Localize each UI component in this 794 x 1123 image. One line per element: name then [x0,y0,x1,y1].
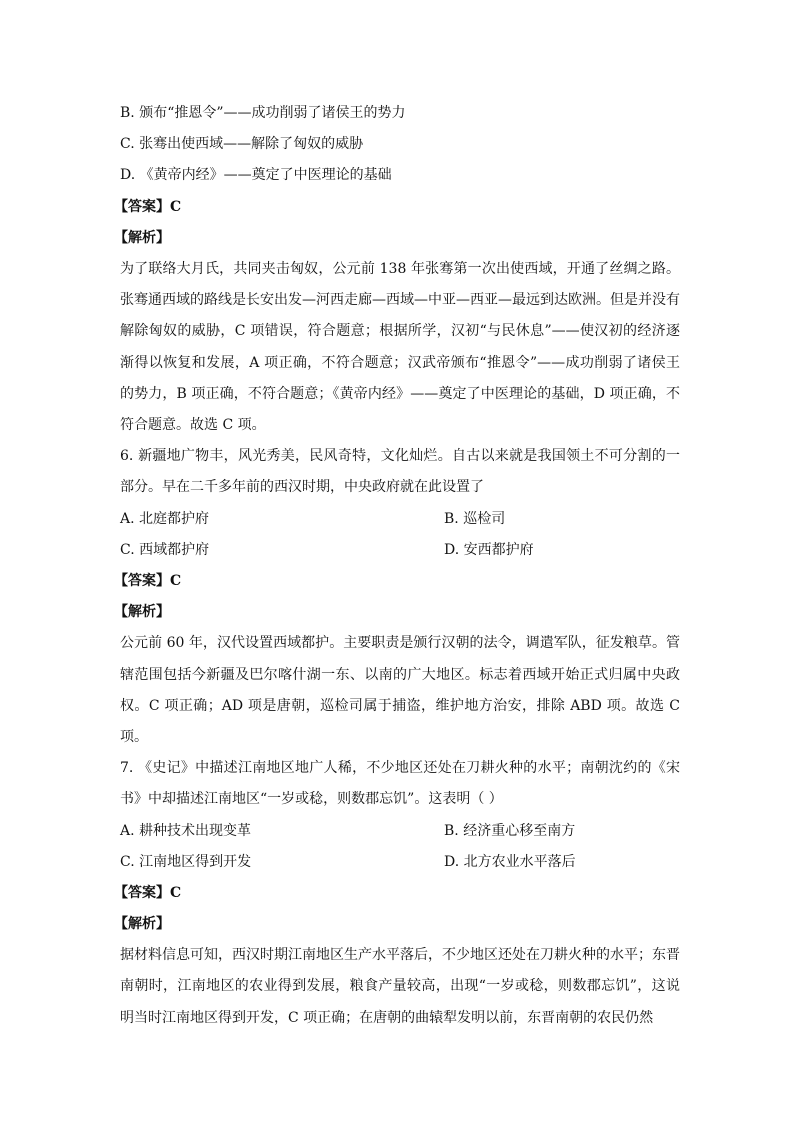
q7-options-row-2 [120,847,680,878]
q5-option-b: B. 颁布“推恩令”——成功削弱了诸侯王的势力 [120,105,406,121]
q7-option-b: B. 经济重心移至南方 [444,822,576,839]
q6-question-stem: 6. 新疆地广物丰，风光秀美，民风奇特，文化灿烂。自古以来就是我国领土不可分割的一部分。早在二千多年前的西汉时期，中央政府就在此设置了 [120,448,680,496]
q6-analysis-text: 公元前 60 年，汉代设置西域都护。主要职责是颁行汉朝的法令，调遣军队，征发粮草。管辖范围包括今新疆及巴尔喀什湖一东、以南的广大地区。标志着西域开始正式归属中央政权。C 项正确；AD 项是唐朝，巡检司属于捕盗，维护地方治安，排除 ABD 项。故选 C 项。 [120,635,680,745]
q5-option-d: D. 《黄帝内经》——奠定了中医理论的基础 [120,167,392,184]
q6-options-row-2 [120,535,680,566]
q5-analysis-label: 【解析】 [114,229,170,246]
q6-options-row-1 [120,504,680,535]
q7-options-row-1 [120,816,680,847]
q7-option-c: C. 江南地区得到开发 [120,853,252,870]
q7-answer: 【答案】C [114,884,182,901]
q5-analysis-text: 为了联络大月氏，共同夹击匈奴，公元前 138 年张骞第一次出使西域，开通了丝绸之路。张骞通西域的路线是长安出发—河西走廊—西域—中亚—西亚—最远到达欧洲。但是并没有解除匈奴的威胁，C 项错误，符合题意；根据所学，汉初“与民休息”——使汉初的经济逐渐得以恢复和发展，A 项正确，不符合题意；汉武帝颁布“推恩令”——成功削弱了诸侯王的势力，B 项正确，不符合题意；《黄帝内经》——奠定了中医理论的基础，D 项正确，不符合题意。故选 C 项。 [120,260,680,433]
q7-option-a: A. 耕种技术出现变革 [120,822,252,839]
q6-option-c: C. 西域都护府 [120,541,210,558]
q6-option-a: A. 北庭都护府 [120,510,210,527]
q6-analysis-label: 【解析】 [114,604,170,621]
document-page [114,98,680,1034]
q6-option-b: B. 巡检司 [444,510,506,527]
q7-question-stem: 7. 《史记》中描述江南地区地广人稀，不少地区还处在刀耕火种的水平；南朝沈约的《宋书》中却描述江南地区“一岁或稔，则数郡忘饥”。这表明（ ） [120,760,680,808]
q6-answer: 【答案】C [114,572,182,589]
q7-analysis-text: 据材料信息可知，西汉时期江南地区生产水平落后，不少地区还处在刀耕火种的水平；东晋南朝时，江南地区的农业得到发展，粮食产量较高，出现“一岁或稔，则数郡忘饥”，这说明当时江南地区得到开发，C 项正确；在唐朝的曲辕犁发明以前，东晋南朝的农民仍然 [120,947,680,1026]
q5-option-c: C. 张骞出使西域——解除了匈奴的威胁 [120,136,364,153]
q7-analysis-label: 【解析】 [114,916,170,933]
q6-option-d: D. 安西都护府 [444,541,534,558]
q5-answer: 【答案】C [114,198,182,215]
q7-option-d: D. 北方农业水平落后 [444,853,576,870]
